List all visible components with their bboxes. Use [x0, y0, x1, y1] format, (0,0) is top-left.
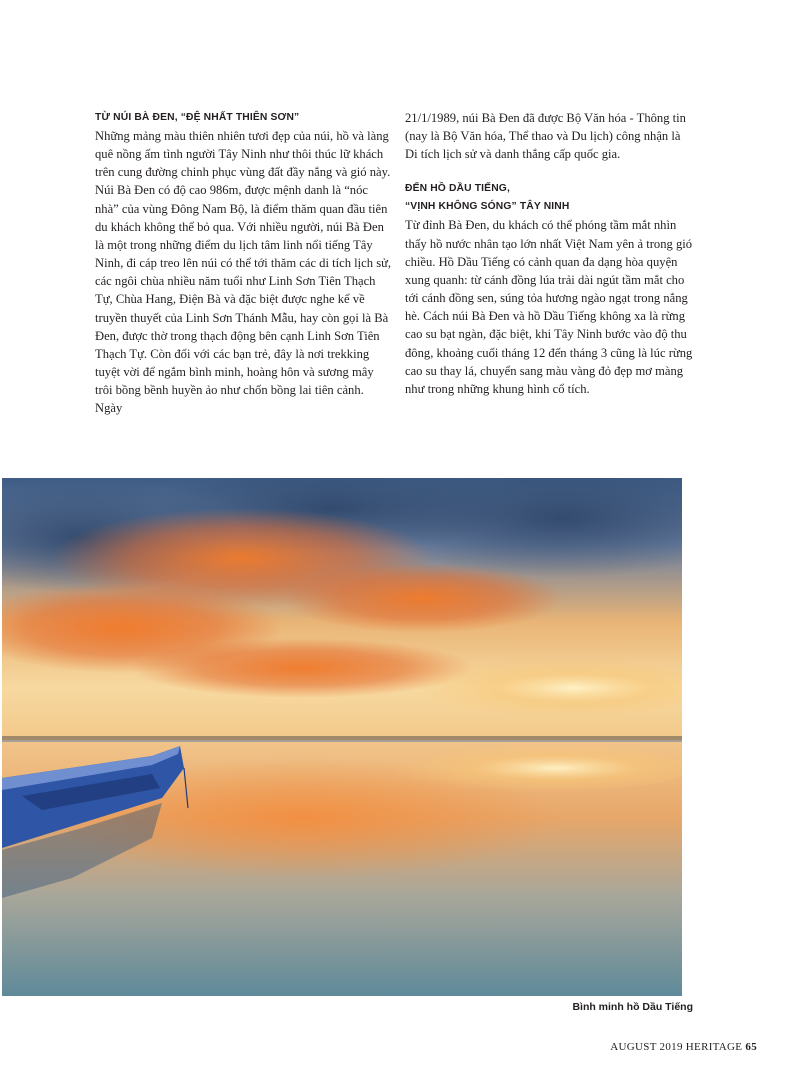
left-column [95, 109, 393, 418]
section2-heading-line2: “VỊNH KHÔNG SÓNG” TÂY NINH [405, 201, 570, 213]
footer-issue: AUGUST 2019 HERITAGE [610, 1041, 743, 1053]
photo-caption: Bình minh hồ Dầu Tiếng [572, 1001, 693, 1013]
section2-body: Từ đỉnh Bà Đen, du khách có thể phóng tầm mắt nhìn thấy hồ nước nhân tạo lớn nhất Việt Nam yên ả trong gió chiều. Hồ Dầu Tiếng có cảnh quan đa dạng hòa quyện xung quanh: từ cánh đồng lúa trải dài ngút tầm mắt cho tới cánh đồng sen, súng tỏa hương ngào ngạt trong nắng hè. Cách núi Bà Đen và hồ Dầu Tiếng không xa là rừng cao su bạt ngàn, đặc biệt, khi Tây Ninh bước vào độ thu đông, khoảng cuối tháng 12 đến tháng 3 cũng là lúc rừng cao su thay lá, chuyển sang màu vàng đỏ đẹp mơ màng như trong những khung hình cổ tích. [405, 218, 693, 396]
section1-body-continued: 21/1/1989, núi Bà Đen đã được Bộ Văn hóa - Thông tin (nay là Bộ Văn hóa, Thể thao và Du lịch) công nhận là Di tích lịch sử và danh thắng cấp quốc gia. [405, 111, 686, 162]
photo-illustration [2, 478, 682, 996]
section1-heading: TỪ NÚI BÀ ĐEN, “ĐỆ NHẤT THIÊN SƠN” [95, 112, 300, 123]
page-footer [610, 1041, 757, 1053]
right-column [405, 109, 695, 398]
page-number: 65 [745, 1041, 757, 1053]
section1-body: Những mảng màu thiên nhiên tươi đẹp của núi, hồ và làng quê nồng ấm tình người Tây Ninh như thôi thúc lữ khách trên cung đường chinh phục vùng đất đầy nắng và gió này. Núi Bà Đen có độ cao 986m, được mệnh danh là “nóc nhà” của vùng Đông Nam Bộ, là điểm thăm quan đầu tiên du khách không thể bỏ qua. Với nhiều người, núi Bà Đen là một trong những điểm du lịch tâm linh nổi tiếng Tây Ninh, đi cáp treo lên núi có thể tới thăm các di tích lịch sử, các ngôi chùa nhiều năm tuổi như Linh Sơn Tiên Thạch Tự, Chùa Hang, Điện Bà và đặc biệt được nghe kể về truyền thuyết của Linh Sơn Thánh Mẫu, hay còn gọi là Bà Đen, được thờ trong thạch động bên cạnh Linh Sơn Tiên Thạch Tự. Còn đối với các bạn trẻ, đây là nơi trekking tuyệt vời để ngắm bình minh, hoàng hôn và sương mây trôi bồng bềnh huyền ảo như chốn bồng lai tiên cảnh. Ngày [95, 129, 392, 416]
sunrise-lake-photo [2, 478, 682, 996]
section2-heading-line1: ĐẾN HỒ DẦU TIẾNG, [405, 183, 510, 195]
